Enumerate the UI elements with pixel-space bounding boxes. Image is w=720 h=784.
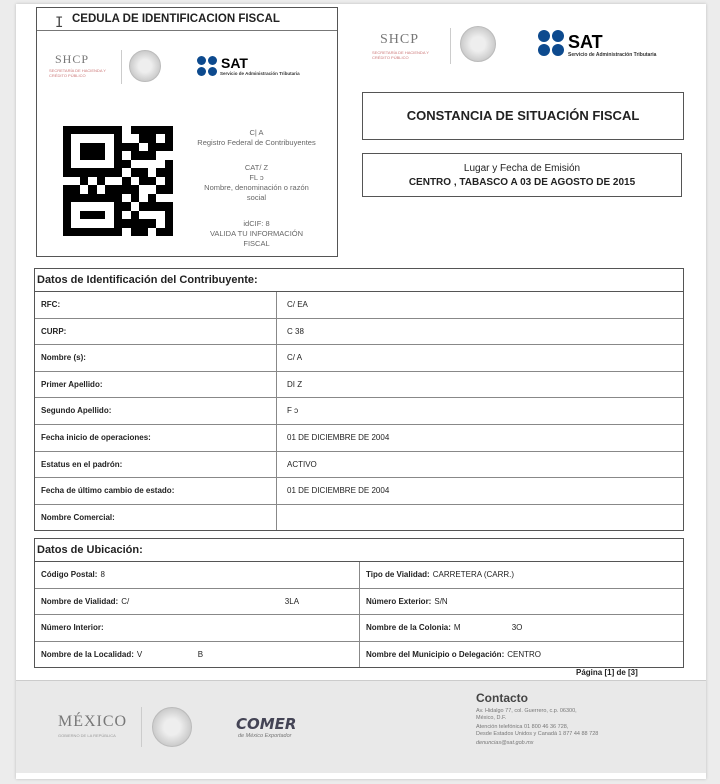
field-label: Segundo Apellido: — [35, 398, 277, 424]
footer-seal-icon — [152, 707, 192, 747]
identificacion-heading: Datos de Identificación del Contribuyente: — [35, 269, 683, 292]
cedula-seal-icon — [129, 50, 161, 82]
ubicacion-cell — [35, 589, 359, 615]
emision-label: Lugar y Fecha de Emisión — [463, 163, 581, 174]
cedula-box — [36, 7, 338, 257]
field-label: Tipo de Vialidad: — [366, 570, 430, 579]
ubicacion-cell — [359, 562, 683, 588]
field-value: DI Z — [287, 379, 303, 389]
field-value: V B — [136, 649, 204, 659]
header-sat-text: SAT — [568, 32, 603, 52]
field-value: M 3O — [453, 623, 523, 633]
ubicacion-cell — [35, 642, 359, 668]
identificacion-row — [35, 318, 683, 345]
field-label: Primer Apellido: — [35, 372, 277, 398]
field-value: ACTIVO — [287, 459, 317, 469]
emision-box — [362, 153, 682, 197]
field-label: CURP: — [35, 319, 277, 345]
cedula-rfc-line: C| A — [249, 128, 264, 137]
identificacion-row — [35, 292, 683, 318]
footer-comer-logo: COMER — [236, 715, 297, 733]
cedula-title — [37, 8, 337, 31]
footer-comer-sub: de México Exportador — [238, 733, 292, 739]
cedula-name-label2: social — [246, 193, 267, 202]
cedula-sat-text: SAT — [221, 55, 248, 71]
field-value: CENTRO — [507, 649, 542, 659]
contacto-title: Contacto — [476, 691, 528, 705]
ubicacion-row — [35, 614, 683, 641]
contacto-phone2: Desde Estados Unidos y Canadá 1 877 44 88 728 — [476, 731, 599, 737]
header-logo-separator — [450, 28, 451, 64]
qr-code-icon — [63, 126, 173, 236]
header-shcp-sub: SECRETARÍA DE HACIENDA Y CRÉDITO PÚBLICO — [372, 50, 429, 60]
identificacion-row — [35, 451, 683, 478]
field-value: 01 DE DICIEMBRE DE 2004 — [287, 432, 390, 442]
cedula-rfc-label: Registro Federal de Contribuyentes — [197, 138, 316, 147]
cedula-sat-sub: Servicio de Administración Tributaria — [220, 71, 300, 76]
header-shcp-logo: SHCP — [380, 32, 420, 47]
cedula-title-text: CEDULA DE IDENTIFICACION FISCAL — [72, 13, 280, 25]
footer-mexico-sub: GOBIERNO DE LA REPÚBLICA — [58, 733, 116, 738]
contacto-address2: México, D.F. — [476, 715, 507, 721]
text-cursor-icon: I — [55, 15, 64, 31]
field-label: Número Exterior: — [366, 596, 432, 606]
field-value: C/ EA — [287, 300, 308, 309]
contacto-email[interactable]: denuncias@sat.gob.mx — [476, 740, 534, 746]
page-number: Página [1] de [3] — [576, 668, 638, 677]
field-label: Fecha inicio de operaciones: — [35, 425, 277, 451]
cedula-valida2: FISCAL — [243, 239, 270, 248]
cedula-shcp-sub: SECRETARÍA DE HACIENDA Y CRÉDITO PÚBLICO — [49, 68, 106, 78]
identificacion-row — [35, 504, 683, 531]
field-value: F ɔ — [287, 406, 299, 416]
field-label: Código Postal: — [41, 570, 98, 579]
footer — [16, 680, 706, 773]
footer-mexico-logo: MÉXICO — [58, 713, 128, 730]
cedula-idcif: idCIF: 8 — [243, 219, 270, 228]
identificacion-row — [35, 397, 683, 424]
identificacion-row — [35, 477, 683, 504]
field-value: 01 DE DICIEMBRE DE 2004 — [287, 486, 390, 496]
field-label: Nombre (s): — [35, 345, 277, 371]
cedula-name-line1: CAT/ Z — [244, 163, 269, 172]
ubicacion-cell — [35, 615, 359, 641]
field-label: Nombre de la Localidad: — [41, 649, 134, 659]
ubicacion-row — [35, 588, 683, 615]
field-value: C/ 3LA — [121, 596, 300, 606]
field-value: CARRETERA (CARR.) — [432, 570, 515, 579]
field-label: Número Interior: — [41, 623, 104, 633]
field-value — [277, 505, 287, 531]
document-page — [16, 4, 706, 779]
field-value: 8 — [100, 570, 105, 579]
field-label: RFC: — [35, 292, 277, 318]
cedula-valida1: VALIDA TU INFORMACIÓN — [209, 229, 304, 238]
contacto-phone1: Atención telefónica 01 800 46 36 728, — [476, 724, 569, 730]
identificacion-row — [35, 424, 683, 451]
identificacion-row — [35, 371, 683, 398]
ubicacion-section — [34, 538, 684, 668]
ubicacion-cell — [359, 589, 683, 615]
ubicacion-cell — [35, 562, 359, 588]
cedula-logo-separator — [121, 50, 122, 84]
field-label: Nombre Comercial: — [35, 505, 277, 531]
cedula-name-label1: Nombre, denominación o razón — [204, 183, 309, 192]
header-seal-icon — [460, 26, 496, 62]
field-value: S/N — [434, 596, 448, 606]
cedula-shcp-logo: SHCP — [55, 52, 90, 66]
ubicacion-heading: Datos de Ubicación: — [35, 539, 683, 562]
field-label: Nombre del Municipio o Delegación: — [366, 649, 505, 659]
identificacion-section — [34, 268, 684, 531]
field-value: C 38 — [287, 326, 304, 336]
cedula-sat-logo-icon — [197, 56, 217, 76]
field-label: Estatus en el padrón: — [35, 452, 277, 478]
ubicacion-cell — [359, 615, 683, 641]
identificacion-row — [35, 344, 683, 371]
cedula-name-line2: FL ɔ — [249, 173, 264, 182]
field-value: C/ A — [287, 353, 303, 363]
ubicacion-row — [35, 641, 683, 668]
ubicacion-cell — [359, 642, 683, 668]
field-label: Fecha de último cambio de estado: — [35, 478, 277, 504]
field-label: Nombre de la Colonia: — [366, 623, 451, 633]
constancia-title: CONSTANCIA DE SITUACIÓN FISCAL — [362, 92, 684, 140]
field-label: Nombre de Vialidad: — [41, 596, 119, 606]
footer-logo-separator — [141, 707, 142, 747]
ubicacion-row — [35, 562, 683, 588]
header-sat-sub: Servicio de Administración Tributaria — [568, 52, 657, 58]
emision-value: CENTRO , TABASCO A 03 DE AGOSTO DE 2015 — [408, 177, 636, 188]
contacto-address1: Av. Hidalgo 77, col. Guerrero, c.p. 06300, — [476, 708, 577, 714]
header-sat-logo-icon — [538, 30, 564, 56]
